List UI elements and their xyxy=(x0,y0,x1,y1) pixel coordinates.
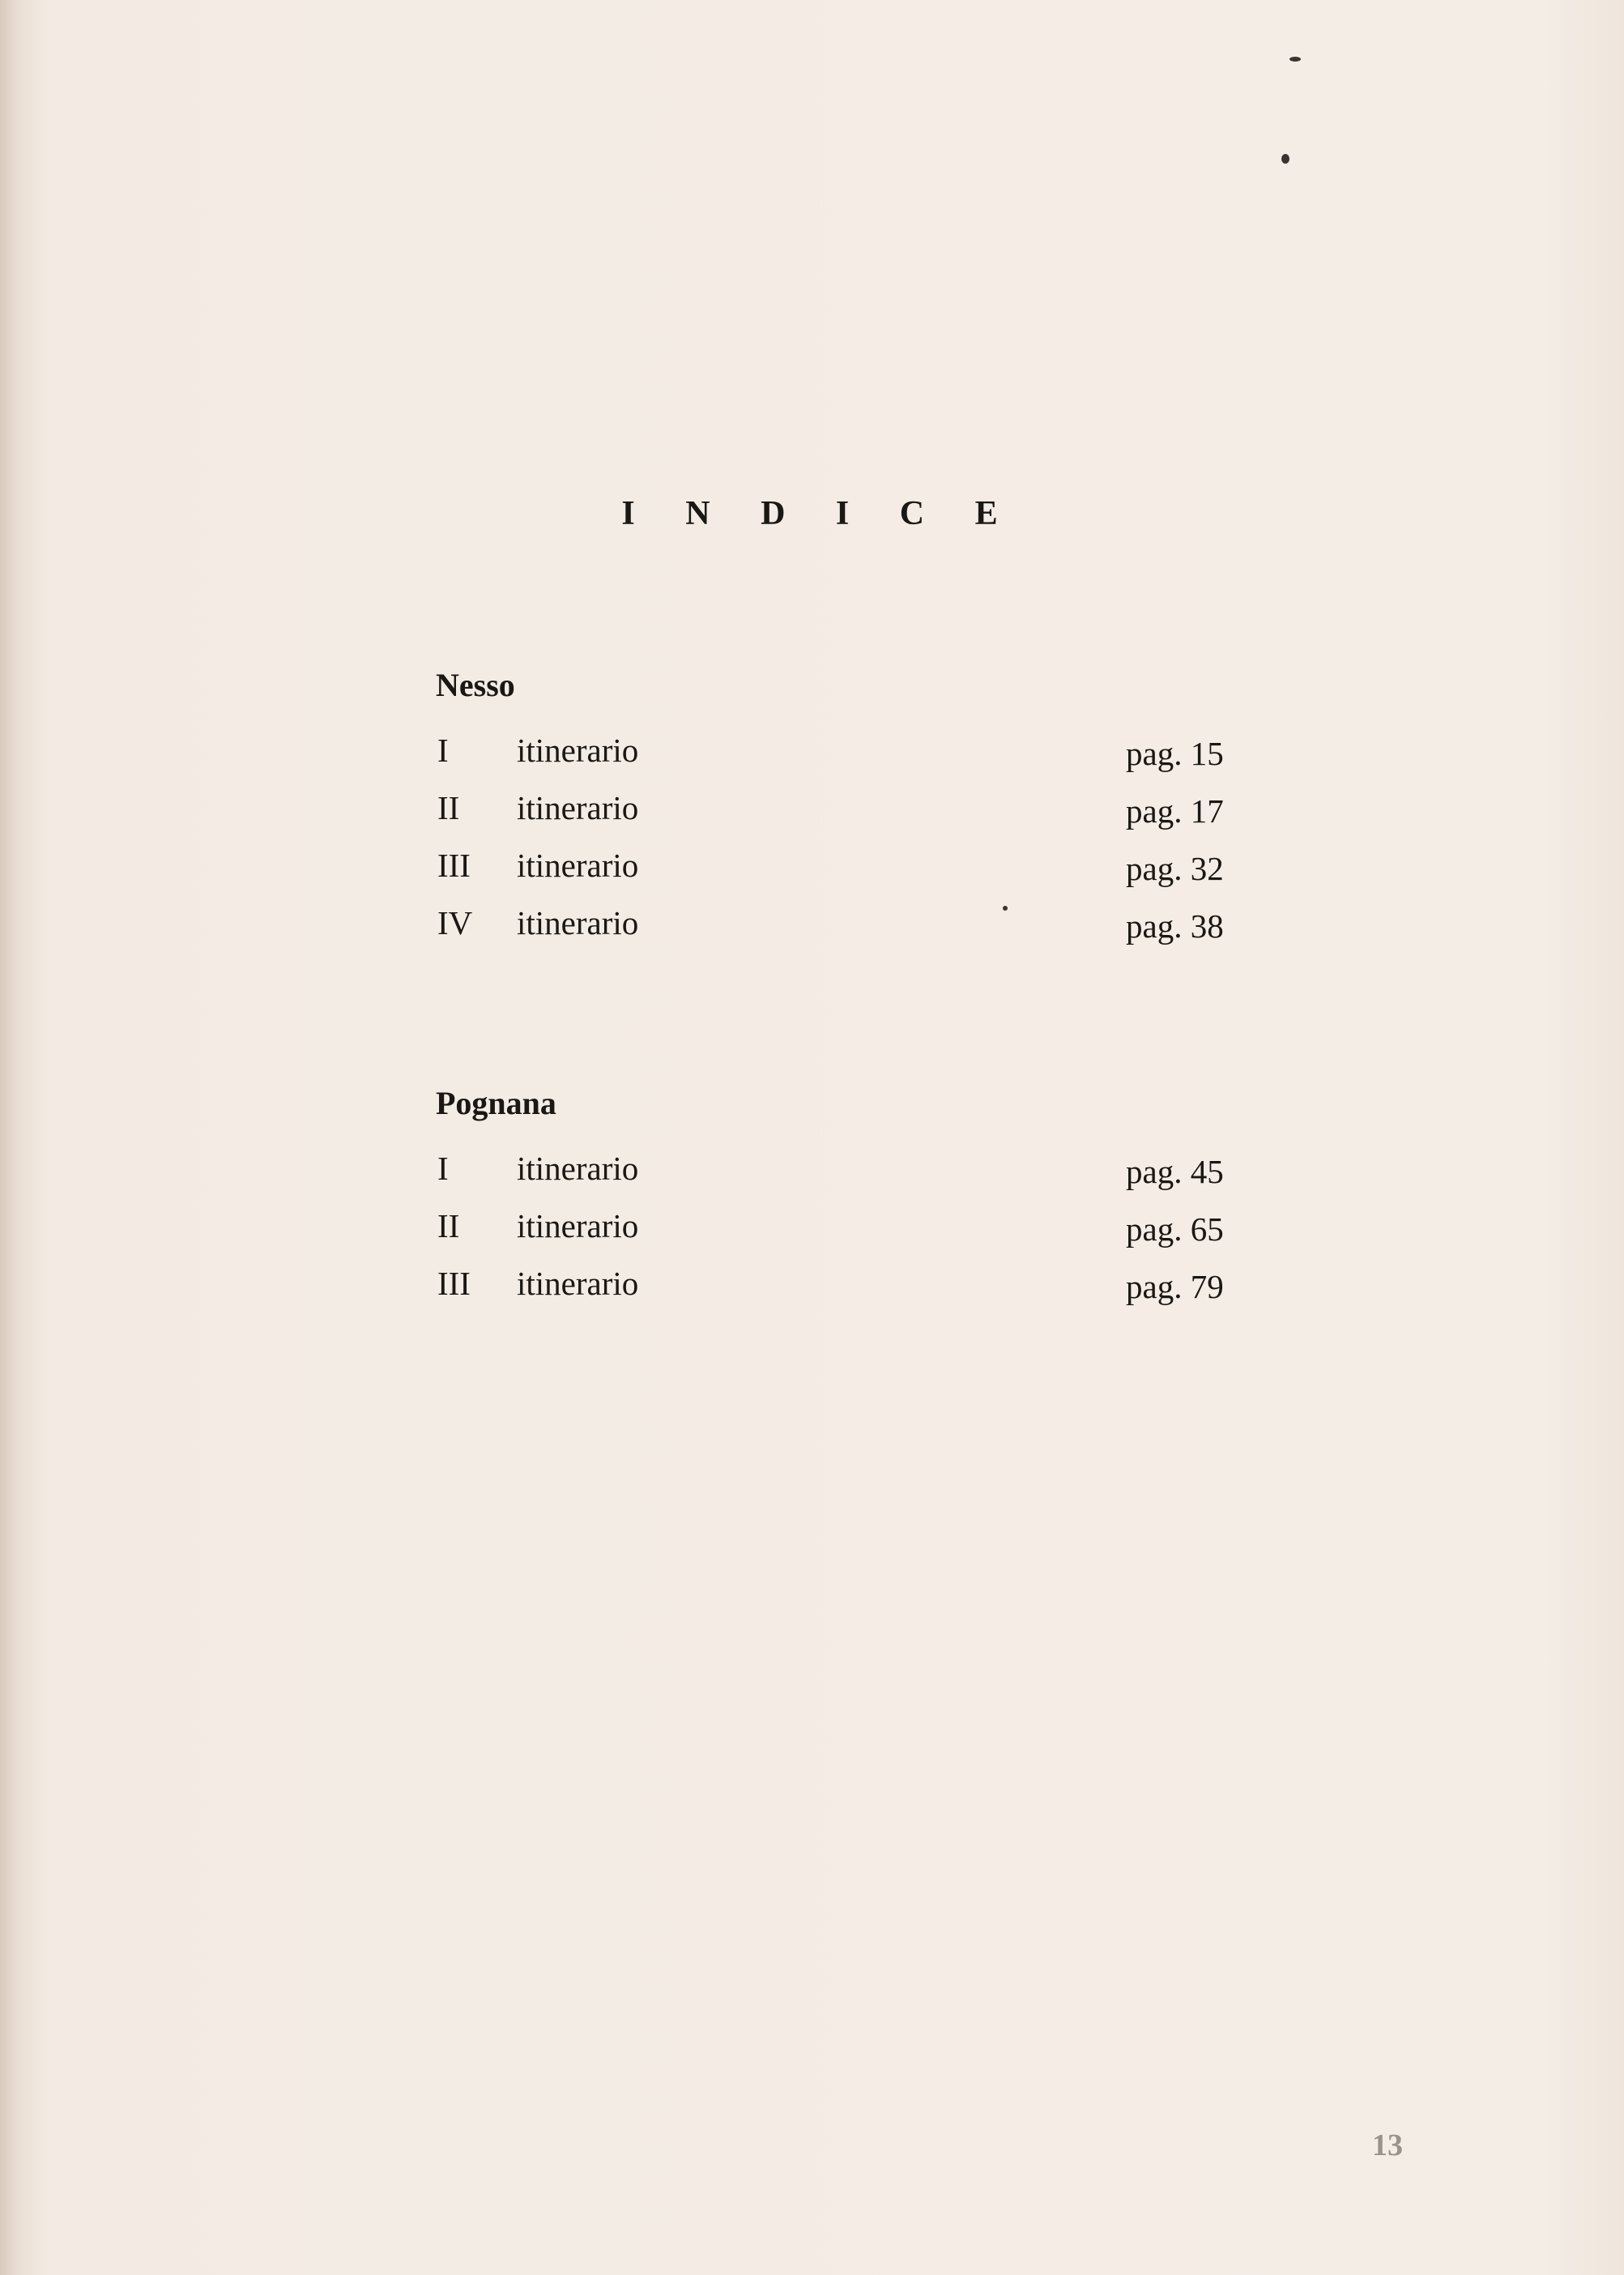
ink-speck xyxy=(1289,57,1301,62)
entry-numeral: IV xyxy=(437,904,473,941)
entry-page-ref: pag. 38 xyxy=(1126,907,1224,945)
section-nesso xyxy=(436,666,1246,961)
page-number: 13 xyxy=(1372,2128,1403,2162)
entry-numeral: III xyxy=(437,847,471,884)
entry-page-ref: pag. 17 xyxy=(1126,792,1224,830)
toc-entry xyxy=(436,903,1246,961)
entry-numeral: I xyxy=(437,732,449,769)
ink-speck xyxy=(1281,154,1289,164)
entry-label: itinerario xyxy=(517,1150,639,1187)
entry-page-ref: pag. 32 xyxy=(1126,850,1224,887)
entry-numeral: I xyxy=(437,1150,449,1187)
section-pognana xyxy=(436,1084,1246,1321)
entry-page-ref: pag. 15 xyxy=(1126,735,1224,772)
toc-entry xyxy=(436,731,1246,788)
section-heading: Pognana xyxy=(436,1085,556,1121)
entry-label: itinerario xyxy=(517,732,639,769)
section-heading: Nesso xyxy=(436,667,515,703)
entry-numeral: II xyxy=(437,1207,460,1244)
entry-label: itinerario xyxy=(517,847,639,884)
toc-entry xyxy=(436,1264,1246,1321)
entry-numeral: II xyxy=(437,789,460,826)
entry-page-ref: pag. 65 xyxy=(1126,1210,1224,1248)
toc-entry xyxy=(436,1149,1246,1206)
entry-label: itinerario xyxy=(517,789,639,826)
toc-entry xyxy=(436,788,1246,846)
entry-label: itinerario xyxy=(517,904,639,941)
page-title: I N D I C E xyxy=(621,495,1019,532)
entry-label: itinerario xyxy=(517,1265,639,1302)
toc-entry xyxy=(436,846,1246,903)
entry-numeral: III xyxy=(437,1265,471,1302)
toc-entry xyxy=(436,1206,1246,1264)
entry-page-ref: pag. 79 xyxy=(1126,1268,1224,1305)
entry-page-ref: pag. 45 xyxy=(1126,1153,1224,1190)
entry-label: itinerario xyxy=(517,1207,639,1244)
